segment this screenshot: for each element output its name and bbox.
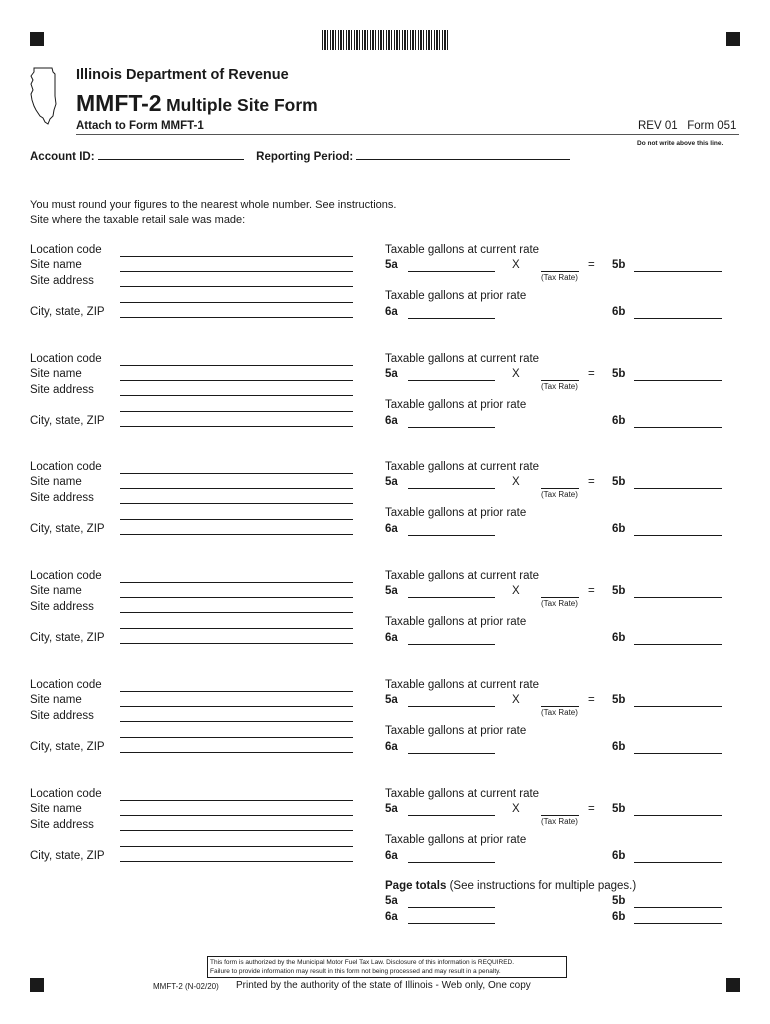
account-line xyxy=(30,151,570,163)
site-5-6a-field[interactable] xyxy=(408,753,495,754)
site-3-site-address-field[interactable] xyxy=(120,503,353,504)
registration-mark-bottom-right xyxy=(726,978,740,992)
site-5-city-state-zip-field[interactable] xyxy=(120,752,353,753)
site-1-5b-field[interactable] xyxy=(634,271,722,272)
site-6-site-address-field[interactable] xyxy=(120,830,353,831)
site-4-site-address-field[interactable] xyxy=(120,612,353,613)
site-address-label: Site address xyxy=(30,601,94,613)
line-5b-label: 5b xyxy=(612,585,626,597)
tax-rate-caption: (Tax Rate) xyxy=(541,490,578,499)
registration-mark-top-left xyxy=(30,32,44,46)
tax-rate-caption: (Tax Rate) xyxy=(541,817,578,826)
site-address-label: Site address xyxy=(30,275,94,287)
site-name-label: Site name xyxy=(30,259,82,271)
site-3-5a-field[interactable] xyxy=(408,488,495,489)
prior-rate-label: Taxable gallons at prior rate xyxy=(385,507,527,519)
authority-notice xyxy=(207,956,567,978)
site-name-label: Site name xyxy=(30,803,82,815)
line-5b-label: 5b xyxy=(612,476,626,488)
site-address-label: Site address xyxy=(30,384,94,396)
site-3-6b-field[interactable] xyxy=(634,535,722,536)
line-5b-label: 5b xyxy=(612,803,626,815)
site-2-site-address-line-2-field[interactable] xyxy=(120,411,353,412)
site-2-location-code-field[interactable] xyxy=(120,365,353,366)
equals-sign: = xyxy=(588,368,595,380)
line-6a-label: 6a xyxy=(385,523,398,535)
line-6b-label: 6b xyxy=(612,741,626,753)
department-name: Illinois Department of Revenue xyxy=(76,67,289,83)
line-5b-label: 5b xyxy=(612,368,626,380)
site-name-label: Site name xyxy=(30,694,82,706)
site-5-location-code-field[interactable] xyxy=(120,691,353,692)
site-4-6b-field[interactable] xyxy=(634,644,722,645)
total-5a-field[interactable] xyxy=(408,907,495,908)
site-2-6a-field[interactable] xyxy=(408,427,495,428)
site-2-site-name-field[interactable] xyxy=(120,380,353,381)
site-address-label: Site address xyxy=(30,819,94,831)
times-sign: X xyxy=(512,259,520,271)
account-id-label: Account ID: xyxy=(30,151,95,163)
site-2-5a-field[interactable] xyxy=(408,380,495,381)
page-totals-title: Page totals xyxy=(385,880,447,892)
site-address-label: Site address xyxy=(30,710,94,722)
site-1-city-state-zip-field[interactable] xyxy=(120,317,353,318)
authority-notice-line-1: This form is authorized by the Municipal Motor Fuel Tax Law. Disclosure of this information is REQUIRED. xyxy=(210,959,515,966)
account-id-field[interactable] xyxy=(98,159,244,160)
site-4-tax-rate-field[interactable] xyxy=(541,597,579,598)
site-6-tax-rate-field[interactable] xyxy=(541,815,579,816)
times-sign: X xyxy=(512,694,520,706)
equals-sign: = xyxy=(588,259,595,271)
site-4-city-state-zip-field[interactable] xyxy=(120,643,353,644)
line-5a-label: 5a xyxy=(385,585,398,597)
location-code-label: Location code xyxy=(30,353,102,365)
tax-rate-caption: (Tax Rate) xyxy=(541,599,578,608)
location-code-label: Location code xyxy=(30,461,102,473)
site-4-site-address-line-2-field[interactable] xyxy=(120,628,353,629)
current-rate-label: Taxable gallons at current rate xyxy=(385,788,540,800)
rounding-instruction: You must round your figures to the nearest whole number. See instructions. xyxy=(30,199,397,211)
site-2-tax-rate-field[interactable] xyxy=(541,380,579,381)
site-1-site-address-field[interactable] xyxy=(120,286,353,287)
current-rate-label: Taxable gallons at current rate xyxy=(385,679,540,691)
site-5-site-address-field[interactable] xyxy=(120,721,353,722)
line-5a-label: 5a xyxy=(385,803,398,815)
line-5a-label: 5a xyxy=(385,694,398,706)
site-name-label: Site name xyxy=(30,368,82,380)
prior-rate-label: Taxable gallons at prior rate xyxy=(385,399,527,411)
line-6a-label: 6a xyxy=(385,850,398,862)
instructions xyxy=(30,198,396,228)
current-rate-label: Taxable gallons at current rate xyxy=(385,353,540,365)
site-5-site-address-line-2-field[interactable] xyxy=(120,737,353,738)
total-6b-label: 6b xyxy=(612,911,626,923)
tax-rate-caption: (Tax Rate) xyxy=(541,273,578,282)
site-6-6a-field[interactable] xyxy=(408,862,495,863)
reporting-period-field[interactable] xyxy=(356,159,570,160)
city-state-zip-label: City, state, ZIP xyxy=(30,523,105,535)
current-rate-label: Taxable gallons at current rate xyxy=(385,570,540,582)
total-6a-field[interactable] xyxy=(408,923,495,924)
site-4-5a-field[interactable] xyxy=(408,597,495,598)
site-1-location-code-field[interactable] xyxy=(120,256,353,257)
current-rate-label: Taxable gallons at current rate xyxy=(385,244,540,256)
line-5a-label: 5a xyxy=(385,259,398,271)
total-5a-label: 5a xyxy=(385,895,398,907)
registration-mark-top-right xyxy=(726,32,740,46)
authority-notice-line-2: Failure to provide information may result in this form not being processed and may result in a penalty. xyxy=(210,968,501,975)
equals-sign: = xyxy=(588,476,595,488)
page-totals-note: (See instructions for multiple pages.) xyxy=(449,880,637,892)
site-5-site-name-field[interactable] xyxy=(120,706,353,707)
line-6b-label: 6b xyxy=(612,415,626,427)
location-code-label: Location code xyxy=(30,788,102,800)
site-3-location-code-field[interactable] xyxy=(120,473,353,474)
site-6-5a-field[interactable] xyxy=(408,815,495,816)
city-state-zip-label: City, state, ZIP xyxy=(30,850,105,862)
form-title-text: Multiple Site Form xyxy=(166,95,318,115)
attach-instruction: Attach to Form MMFT-1 xyxy=(76,120,204,132)
site-3-tax-rate-field[interactable] xyxy=(541,488,579,489)
line-5a-label: 5a xyxy=(385,368,398,380)
site-1-6a-field[interactable] xyxy=(408,318,495,319)
site-1-5a-field[interactable] xyxy=(408,271,495,272)
site-5-tax-rate-field[interactable] xyxy=(541,706,579,707)
prior-rate-label: Taxable gallons at prior rate xyxy=(385,834,527,846)
line-5b-label: 5b xyxy=(612,694,626,706)
site-4-location-code-field[interactable] xyxy=(120,582,353,583)
site-6-5b-field[interactable] xyxy=(634,815,722,816)
site-3-city-state-zip-field[interactable] xyxy=(120,534,353,535)
site-3-site-address-line-2-field[interactable] xyxy=(120,519,353,520)
registration-mark-bottom-left xyxy=(30,978,44,992)
tax-rate-caption: (Tax Rate) xyxy=(541,382,578,391)
city-state-zip-label: City, state, ZIP xyxy=(30,741,105,753)
site-6-site-name-field[interactable] xyxy=(120,815,353,816)
site-2-6b-field[interactable] xyxy=(634,427,722,428)
location-code-label: Location code xyxy=(30,244,102,256)
site-5-5b-field[interactable] xyxy=(634,706,722,707)
line-6b-label: 6b xyxy=(612,632,626,644)
site-name-label: Site name xyxy=(30,476,82,488)
city-state-zip-label: City, state, ZIP xyxy=(30,415,105,427)
times-sign: X xyxy=(512,368,520,380)
site-5-6b-field[interactable] xyxy=(634,753,722,754)
site-6-6b-field[interactable] xyxy=(634,862,722,863)
line-6b-label: 6b xyxy=(612,523,626,535)
line-6a-label: 6a xyxy=(385,632,398,644)
site-2-5b-field[interactable] xyxy=(634,380,722,381)
site-4-site-name-field[interactable] xyxy=(120,597,353,598)
line-6b-label: 6b xyxy=(612,306,626,318)
illinois-state-outline-icon xyxy=(28,66,62,126)
site-4-5b-field[interactable] xyxy=(634,597,722,598)
site-3-site-name-field[interactable] xyxy=(120,488,353,489)
barcode xyxy=(322,30,450,50)
prior-rate-label: Taxable gallons at prior rate xyxy=(385,616,527,628)
line-6a-label: 6a xyxy=(385,306,398,318)
site-3-6a-field[interactable] xyxy=(408,535,495,536)
total-6b-field[interactable] xyxy=(634,923,722,924)
site-2-city-state-zip-field[interactable] xyxy=(120,426,353,427)
total-5b-field[interactable] xyxy=(634,907,722,908)
line-6a-label: 6a xyxy=(385,415,398,427)
prior-rate-label: Taxable gallons at prior rate xyxy=(385,290,527,302)
site-6-site-address-line-2-field[interactable] xyxy=(120,846,353,847)
tax-rate-caption: (Tax Rate) xyxy=(541,708,578,717)
site-address-label: Site address xyxy=(30,492,94,504)
total-5b-label: 5b xyxy=(612,895,626,907)
site-4-6a-field[interactable] xyxy=(408,644,495,645)
site-1-tax-rate-field[interactable] xyxy=(541,271,579,272)
do-not-write-note: Do not write above this line. xyxy=(637,140,724,147)
line-5b-label: 5b xyxy=(612,259,626,271)
times-sign: X xyxy=(512,585,520,597)
site-1-site-address-line-2-field[interactable] xyxy=(120,302,353,303)
line-6b-label: 6b xyxy=(612,850,626,862)
form-title xyxy=(76,90,318,117)
line-6a-label: 6a xyxy=(385,741,398,753)
site-2-site-address-field[interactable] xyxy=(120,395,353,396)
site-5-5a-field[interactable] xyxy=(408,706,495,707)
form-id: MMFT-2 (N-02/20) xyxy=(153,982,219,991)
reporting-period-label: Reporting Period: xyxy=(256,151,354,163)
site-1-site-name-field[interactable] xyxy=(120,271,353,272)
site-3-5b-field[interactable] xyxy=(634,488,722,489)
location-code-label: Location code xyxy=(30,679,102,691)
times-sign: X xyxy=(512,803,520,815)
site-6-location-code-field[interactable] xyxy=(120,800,353,801)
page-totals-heading xyxy=(385,880,636,892)
site-6-city-state-zip-field[interactable] xyxy=(120,861,353,862)
location-code-label: Location code xyxy=(30,570,102,582)
equals-sign: = xyxy=(588,803,595,815)
city-state-zip-label: City, state, ZIP xyxy=(30,306,105,318)
times-sign: X xyxy=(512,476,520,488)
site-instruction: Site where the taxable retail sale was made: xyxy=(30,214,246,226)
line-5a-label: 5a xyxy=(385,476,398,488)
total-6a-label: 6a xyxy=(385,911,398,923)
city-state-zip-label: City, state, ZIP xyxy=(30,632,105,644)
prior-rate-label: Taxable gallons at prior rate xyxy=(385,725,527,737)
header-divider xyxy=(76,134,739,135)
equals-sign: = xyxy=(588,694,595,706)
site-1-6b-field[interactable] xyxy=(634,318,722,319)
site-name-label: Site name xyxy=(30,585,82,597)
revision-label: REV 01 Form 051 xyxy=(638,120,737,132)
current-rate-label: Taxable gallons at current rate xyxy=(385,461,540,473)
form-code: MMFT-2 xyxy=(76,90,162,116)
equals-sign: = xyxy=(588,585,595,597)
printed-by: Printed by the authority of the state of Illinois - Web only, One copy xyxy=(236,980,531,991)
